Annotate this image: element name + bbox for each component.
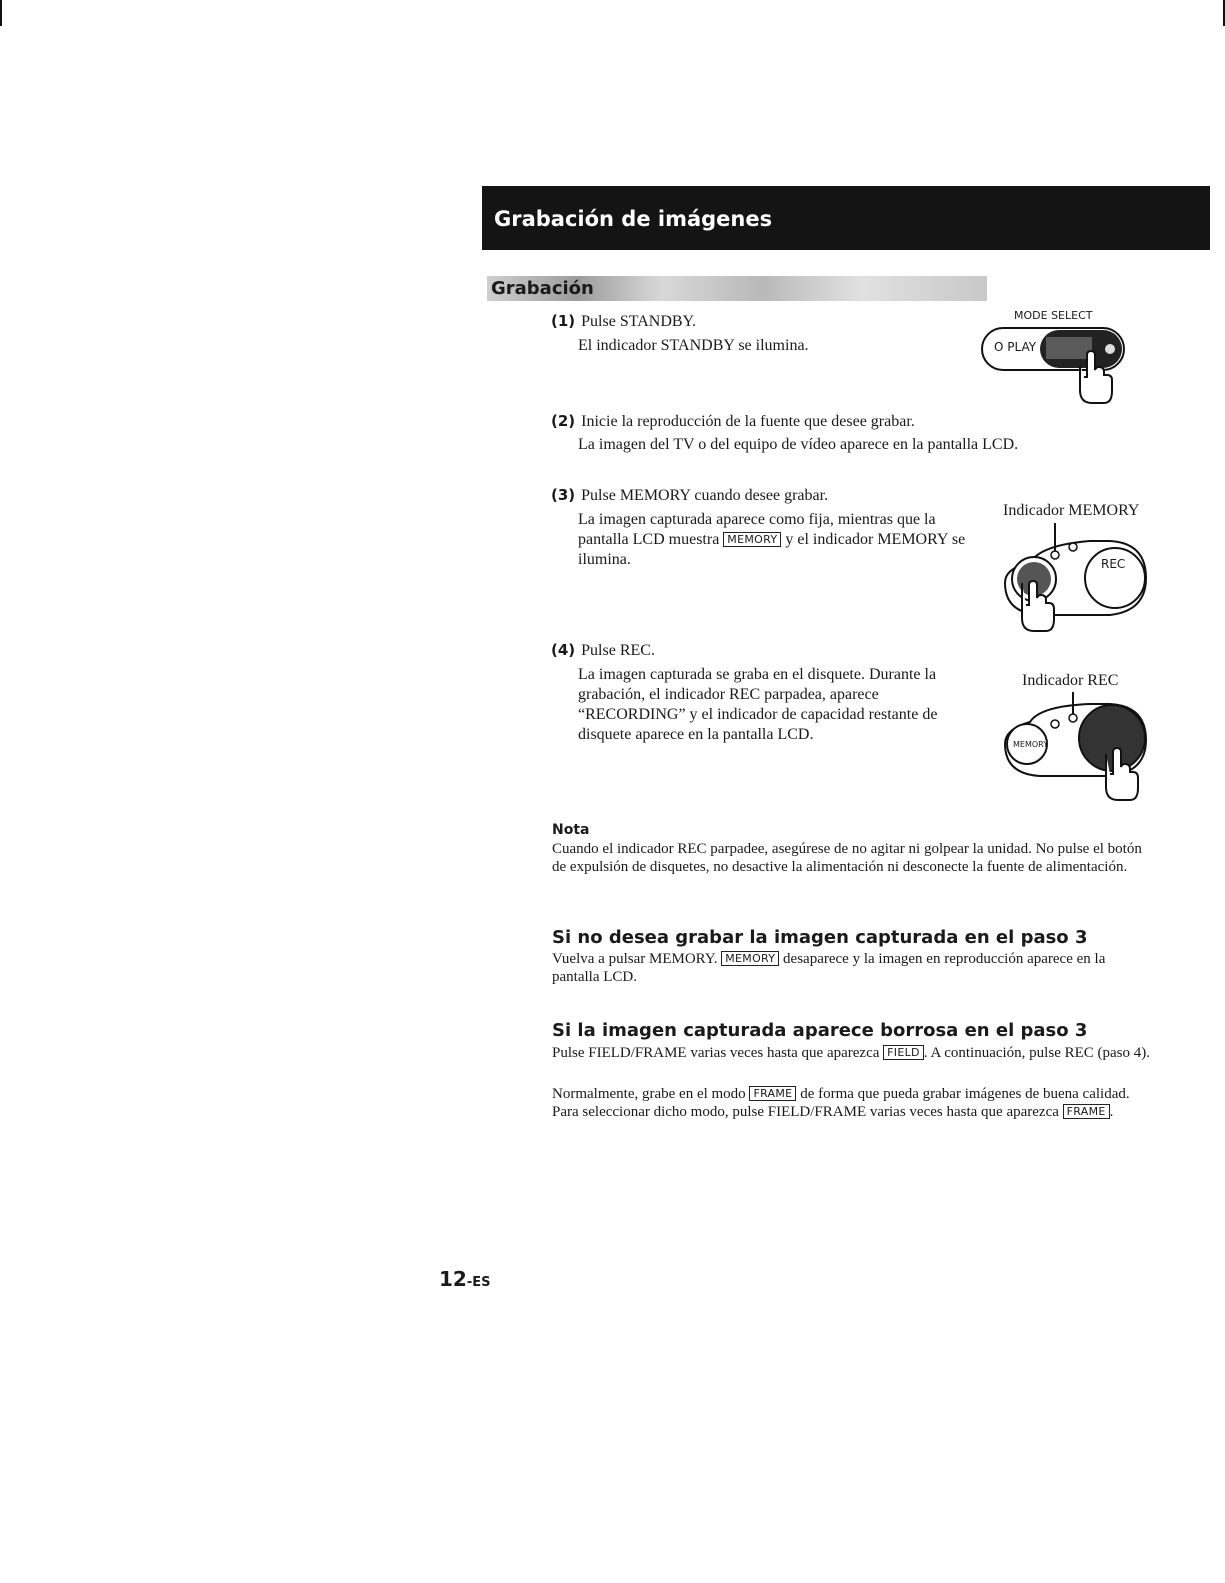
- subsection-1-text: Vuelva a pulsar MEMORY. MEMORY desaparece y la imagen en reproducción aparece en la pantalla LCD.: [552, 951, 1106, 985]
- subsection-2-paragraph-2: Normalmente, grabe en el modo FRAME de forma que pueda grabar imágenes de buena calidad. Para seleccionar dicho modo, pulse FIELD/FRAME varias veces hasta que aparezca FRAME .: [552, 1086, 1130, 1120]
- step-4: [551, 640, 655, 661]
- step-number: (2): [551, 412, 576, 430]
- step-action: Inicie la reproducción de la fuente que desee grabar.: [581, 413, 915, 430]
- step-3: [551, 485, 828, 506]
- lcd-frame-indicator: FRAME: [749, 1086, 796, 1101]
- memory-indicator-caption: Indicador MEMORY: [1003, 502, 1140, 519]
- step-2-detail: La imagen del TV o del equipo de vídeo aparece en la pantalla LCD.: [578, 436, 1019, 453]
- step-number: (4): [551, 641, 576, 659]
- section-header: [487, 276, 987, 301]
- lcd-frame-indicator: FRAME: [1063, 1104, 1110, 1119]
- play-button-label: O PLAY: [994, 340, 1037, 354]
- step-4-detail: La imagen capturada se graba en el disquete. Durante la grabación, el indicador REC parpadea, aparece “RECORDING” y el indicador de capacidad restante de disquete aparece en la pantalla LCD.: [578, 666, 938, 743]
- subsection-2-paragraph-1: Pulse FIELD/FRAME varias veces hasta que aparezca FIELD . A continuación, pulse REC (paso 4).: [552, 1045, 1151, 1061]
- step-action: Pulse STANDBY.: [581, 313, 697, 330]
- memory-button-label: MEMORY: [1013, 740, 1049, 749]
- step-action: Pulse MEMORY cuando desee grabar.: [581, 487, 829, 504]
- subsection-1-title: Si no desea grabar la imagen capturada en el paso 3: [552, 927, 1088, 948]
- step-number: (1): [551, 312, 576, 330]
- subsection-2-title: Si la imagen capturada aparece borrosa en el paso 3: [552, 1020, 1088, 1041]
- mode-select-caption: MODE SELECT: [1014, 309, 1093, 322]
- step-action: Pulse REC.: [581, 642, 655, 659]
- lcd-memory-indicator: MEMORY: [723, 532, 781, 547]
- lcd-field-indicator: FIELD: [883, 1045, 924, 1060]
- note-title: Nota: [552, 822, 590, 838]
- step-2: [551, 411, 915, 432]
- rec-indicator-caption: Indicador REC: [1022, 672, 1119, 689]
- chapter-title: Grabación de imágenes: [494, 207, 773, 231]
- page-edge-mark-left: [0, 0, 2, 26]
- memory-button-illustration: [1000, 523, 1150, 635]
- lcd-memory-indicator: MEMORY: [721, 951, 779, 966]
- page-number: 12-ES: [439, 1267, 491, 1291]
- step-number: (3): [551, 486, 576, 504]
- note-text: Cuando el indicador REC parpadee, asegúrese de no agitar ni golpear la unidad. No pulse el botón de expulsión de disquetes, no desactive la alimentación ni desconecte la fuente de alimentación.: [552, 841, 1142, 875]
- step-1: [551, 311, 696, 332]
- chapter-header: [482, 186, 1210, 250]
- mode-select-illustration: [980, 325, 1130, 410]
- rec-button-label: REC: [1101, 557, 1126, 571]
- section-title: Grabación: [491, 278, 594, 299]
- step-3-detail: La imagen capturada aparece como fija, mientras que la pantalla LCD muestra MEMORY y el indicador MEMORY se ilumina.: [578, 511, 966, 568]
- step-1-detail: El indicador STANDBY se ilumina.: [578, 337, 809, 354]
